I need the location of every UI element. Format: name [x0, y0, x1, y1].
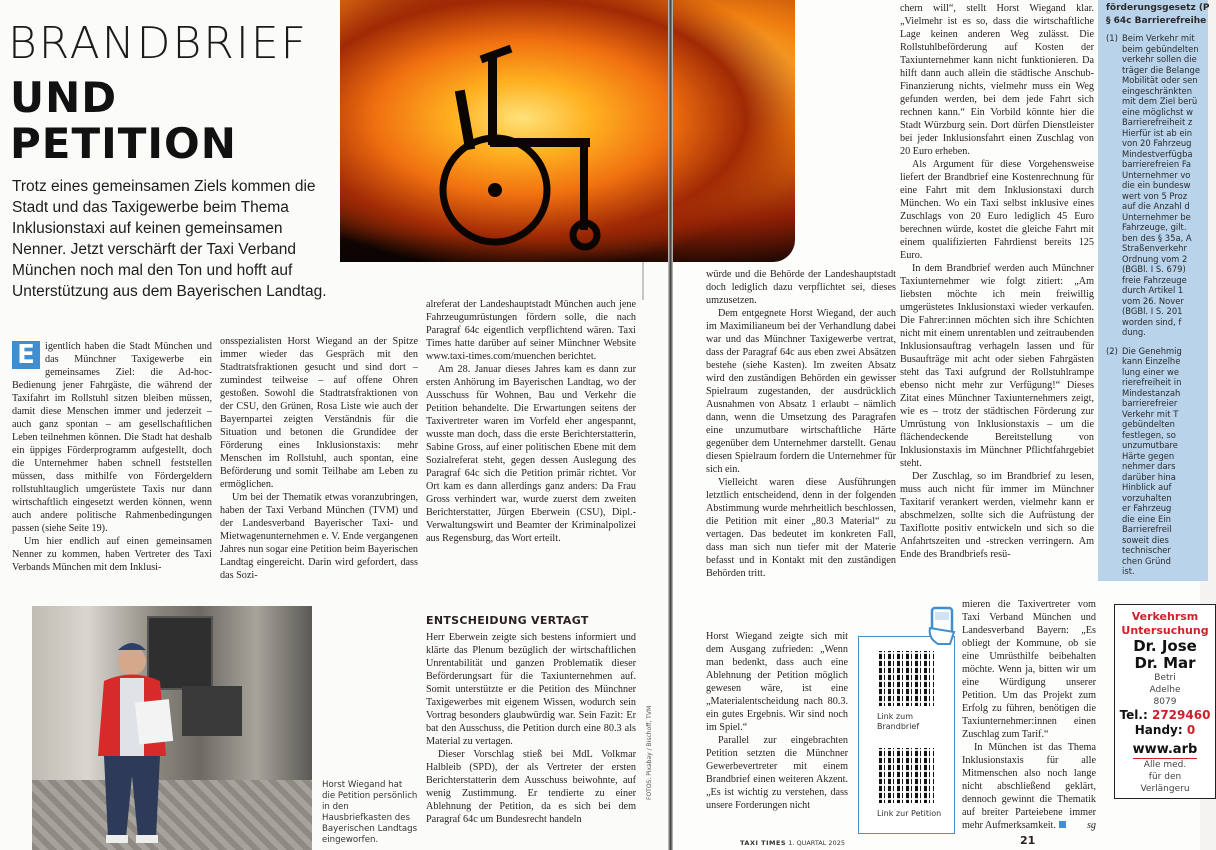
law-text-line: Hierfür ist ab ein: [1122, 127, 1193, 138]
law-text-line: Fahrzeuge, gilt.: [1122, 222, 1187, 232]
article-column-3: [426, 298, 636, 545]
law-text-line: Barrierefreiheit z: [1122, 117, 1193, 127]
ad-phone-number: 2729460: [1151, 708, 1211, 722]
law-text-line: die ein bundesw: [1122, 180, 1191, 190]
photo-credit: FOTOS: Pixabay / Bischoff, TVM: [646, 705, 653, 800]
wheelchair-silhouette-icon: [400, 30, 620, 250]
law-text-line: Straßenverkehr: [1122, 243, 1187, 253]
law-text-line: Hinblick auf: [1122, 482, 1172, 492]
law-text-line: die eine Ein: [1122, 513, 1171, 524]
ad-phone-label: Tel.:: [1119, 708, 1148, 722]
law-text-line: von 20 Fahrzeug: [1122, 138, 1192, 148]
law-text-line: Mindestverfügba: [1122, 148, 1193, 159]
law-paragraph-number: (1): [1106, 33, 1118, 43]
paragraph: igentlich haben die Stadt München und das Münchner Taxigewerbe ein gemeinsames Ziel: die Ad-hoc-Bedienung jener Fahrgäste, die während der Taxifahrt im Rollstuhl sitzen bleiben müssen, damit diese Menschen immer und jederzeit – auch ganz spontan – am gesellschaftlichen Leben teilnehmen können. Die Stadt hat deshalb ein üppiges Förderprogramm aufgestellt, doch die Unternehmer haben schnell feststellen müssen, dass mithilfe von Fördergeldern rollstuhltauglich umgerüstete Taxis nur dann wirtschaftlich eingesetzt werden können, wenn auch andere politische Rahmenbedingungen passen (siehe Seite 19).: [12, 341, 212, 534]
qr-code-box: [858, 636, 955, 834]
qr-code-petition[interactable]: [879, 748, 934, 803]
article-column-5b: [962, 598, 1096, 832]
ad-line: Untersuchung: [1121, 624, 1209, 637]
ad-address: Betri: [1154, 673, 1176, 683]
law-text-line: Ordnung vom 2: [1122, 253, 1188, 264]
law-text-line: kann Einzelhe: [1122, 356, 1181, 366]
ad-mobile: [1115, 723, 1215, 738]
article-column-4b: [706, 630, 848, 812]
end-mark-icon: [1059, 821, 1066, 828]
law-box-header: förderungsgesetz (P: [1106, 3, 1210, 13]
law-text-line: wert von 5 Proz: [1122, 190, 1188, 201]
law-text-line: [1098, 33, 1208, 44]
law-paragraph-number: (2): [1106, 345, 1118, 356]
article-column-3b: [426, 614, 636, 826]
magazine-logo: TAXI TIMES: [740, 839, 787, 847]
paragraph: mieren die Taxivertreter vom Taxi Verband München und Landesverband Bayern: „Es obliegt der Kommune, ob sie eine Umrüsthilfe beibehalten möchte. Wenn ja, bitten wir um eine Würdigung unserer Petition. Um das Projekt zum Erfolg zu führen, benötigen die Taxiunternehmer:innen einen Zuschlag zum Tarif.“: [962, 599, 1096, 740]
title-line-1: BRANDBRIEF: [8, 18, 308, 69]
law-text: Beim Verkehr mit: [1122, 33, 1195, 43]
smartphone-hand-icon: [928, 606, 958, 646]
paragraph: Als Argument für diese Vorgehensweise liefert der Brandbrief eine Kostenrechnung für eine Fahrt mit dem Inklusionstaxi durch München. Wo ein Taxi selbst inklusive eines Zuschlags von 20 Euro lediglich 45 Euro berechnen würde, kostet die gleiche Fahrt mit einem qualifizierten Fahrdienst bereits 125 Euro.: [900, 159, 1094, 261]
ad-phone: [1115, 708, 1215, 723]
ad-mobile-label: Handy:: [1134, 723, 1183, 737]
law-text-line: (BGBl. I S. 679): [1122, 264, 1186, 274]
ad-footnote: für den: [1148, 772, 1182, 782]
page-number: 21: [1020, 834, 1036, 847]
drop-cap: E: [12, 341, 40, 369]
law-text-line: vorzuhalten: [1122, 492, 1172, 503]
ad-footnote: Alle med.: [1143, 760, 1187, 770]
law-box-section: § 64c Barrierefreihe: [1106, 16, 1207, 26]
law-text-line: barrierefreien Fa: [1122, 159, 1192, 169]
article-column-2: [220, 335, 418, 582]
advertisement[interactable]: [1114, 604, 1216, 799]
law-text-line: mit dem Ziel berü: [1122, 96, 1198, 106]
law-text-line: ist.: [1122, 566, 1135, 576]
law-text-line: Härte gegen: [1122, 450, 1175, 461]
law-text-line: auf die Anzahl d: [1122, 201, 1190, 211]
law-text-line: dung.: [1122, 327, 1146, 337]
law-text-line: [1098, 346, 1208, 357]
law-text-line: freie Fahrzeuge: [1122, 274, 1187, 285]
ad-footnote: Verlängeru: [1140, 784, 1190, 794]
law-text-line: beim gebündelten: [1122, 43, 1199, 54]
law-text-line: eine möglichst w: [1122, 106, 1193, 117]
person-figure: [32, 606, 312, 850]
law-paragraph-2: [1098, 346, 1208, 577]
law-text-line: Unternehmer vo: [1122, 169, 1191, 180]
paragraph: Der Zuschlag, so im Brandbrief zu lesen, muss auch nicht für immer im Münchner Taxitarif verankert werden, vielmehr kann er abschmelzen, sollte sich die Aufrüstung der Taxiflotte positiv entwickeln und sich so die Anfahrtszeiten und -strecken verringern. Am Ende des Brandbriefs resü-: [900, 471, 1094, 560]
law-text-line: ben des § 35a, A: [1122, 232, 1192, 243]
title-line-3: PETITION: [10, 119, 237, 168]
law-text-box: [1098, 0, 1208, 581]
paragraph: In München ist das Thema Inklusionstaxis für alle Mitmenschen also noch lange nicht abschließend geklärt, dennoch gewinnt die Thematik auf breiter Parteiebene immer mehr Aufmerksamkeit.: [962, 742, 1096, 831]
law-text-line: Barrierefreil: [1122, 524, 1172, 534]
paragraph: chern will“, stellt Horst Wiegand klar. „Vielmehr ist es so, dass die wirtschaftliche Lage keinen anderen Weg zulässt. Die Rollstuhlbeförderung auf Kosten der Taxiunternehmer kann nicht funktionieren. Da hilft dann auch allein die städtische Anschub-Finanzierung nichts, vielmehr muss ein Weg gefunden werden, bei dem jede Fahrt sich rechnen kann.“ Ein Vorbild könnte hier die Stadt Würzburg sein. Dort dürfen Dienstleister bei jeder Inklusionsfahrt einen Zuschlag von 20 Euro erheben.: [900, 3, 1094, 157]
ad-address: Adelhe: [1149, 685, 1181, 695]
law-text-line: Verkehr mit T: [1122, 408, 1179, 419]
law-text-line: darüber hina: [1122, 471, 1176, 482]
paragraph: In dem Brandbrief werden auch Münchner Taxiunternehmer wie folgt zitiert: „Am liebsten möchte ich mein freiwillig umgerüstetes Inklusionstaxi wieder verkaufen. Die Fahrer:innen möchten sich ihre Schichten nicht mit einem unrentablen und zeitraubenden Inklusionsauftrag verhageln lassen und für Busaufträge mit acht oder sieben Fahrgästen steht das Taxi aufgrund der Rollstuhlrampe ebenso nicht mehr zur Verfügung!“ Dieses Zitat eines Münchner Taxiunternehmers zeigt, wie es – trotz der städtischen Förderung zur Umrüstung von Inklusionstaxis – um die flächendeckende Bereitstellung von Inklusionstaxis im Münchner Pflichtfahrgebiet steht.: [900, 263, 1094, 469]
qr-code-brandbrief[interactable]: [879, 651, 934, 706]
law-text-line: vom 26. Nover: [1122, 295, 1184, 306]
law-text-line: technischer: [1122, 545, 1171, 555]
subheading: ENTSCHEIDUNG VERTAGT: [426, 614, 589, 627]
paragraph: Horst Wiegand zeigte sich mit dem Ausgang zufrieden: „Wenn man bedenkt, dass auch eine Ablehnung der Petition möglich gewesen wäre, ist eine „Materialentscheidung nach 80.3. ein gutes Ergebnis. Wir sind noch im Spiel.“: [706, 631, 848, 733]
horst-wiegand-photo: [32, 606, 312, 850]
law-text-line: (BGBl. I S. 201: [1122, 306, 1183, 316]
law-text-line: gebündelten: [1122, 419, 1175, 429]
qr-label-petition: Link zur Petition: [877, 809, 942, 818]
page-footer: [740, 839, 845, 847]
paragraph: Parallel zur eingebrachten Petition setzten die Münchner Gewerbevertreter mit einem Brandbrief einen weiteren Akzent. „Es ist wichtig zu verstehen, dass unsere Forderungen nicht: [706, 735, 848, 811]
issue-label: 1. QUARTAL 2025: [788, 839, 845, 847]
law-text-line: unzumutbare: [1122, 440, 1178, 450]
law-text-line: Unternehmer be: [1122, 211, 1191, 222]
paragraph: Dem entgegnete Horst Wiegand, der auch im Maximilianeum bei der Verhandlung dabei war und das Münchner Taxigewerbe vertrat, dass der Paragraf 64c aus eben zwei Absätzen bestehe (siehe Kasten). Im zweiten Absatz wird den zuständigen Behörden ein gewisser Spielraum zugestanden, der ausdrücklich Ausnahmen von Absatz 1 erlaubt – nämlich dann, wenn die Umsetzung des Paragrafen eine unzumutbare wirtschaftliche Härte gegenüber dem Unternehmer darstellt. Genau diesen Spielraum fordern die Unternehmer für sich ein.: [706, 308, 896, 475]
paragraph: Um hier endlich auf einen gemeinsamen Nenner zu kommen, haben Vertreter des Taxi Verbands München mit dem Inklusi-: [12, 536, 212, 573]
law-text-line: lung einer we: [1122, 366, 1179, 377]
law-paragraph-1: [1098, 33, 1208, 338]
qr-label-brandbrief: Link zum Brandbrief: [877, 712, 920, 731]
paragraph: onsspezialisten Horst Wiegand an der Spitze immer wieder das Gespräch mit den Stadtratsfraktionen gesucht und sind dort – zumindest teilweise – auf offene Ohren gestoßen. Sowohl die Stadtratsfraktionen von der CSU, den Grünen, Rosa Liste wie auch der Bayernpartei zeigten Verständnis für die Situation und betonen die Grundidee der Förderung eines Inklusionstaxis: mehr Menschen im Rollstuhl, auch spontan, eine Beförderung und somit Teilhabe am Leben zu ermöglichen.: [220, 336, 418, 490]
law-text-line: nehmer dars: [1122, 461, 1176, 471]
photo-caption: Horst Wiegand hat die Petition persönlich in den Hausbriefkasten des Bayerischen Landtags eingeworfen.: [322, 780, 418, 845]
article-column-5: [900, 2, 1094, 561]
law-text-line: durch Artikel 1: [1122, 285, 1184, 295]
law-text: Die Genehmig: [1122, 345, 1182, 356]
paragraph: Am 28. Januar dieses Jahres kam es dann zur ersten Anhörung im Bayerischen Landtag, wo der Ausschuss für Wohnen, Bau und Verkehr die Petition behandelte. Die Erwartungen seitens der Taxivertreter waren im Vorfeld eher angespannt, wusste man doch, dass die erste Berichterstatterin, Sabine Gross, auf einer politischen Ebene mit dem Sozialreferat steht, gegen dessen Auslegung des Paragraf 64c sich die Petition primär richtet. Vor Ort kam es dann allerdings ganz anders: Da Frau Gross verhindert war, wurde zuerst dem zweiten Berichterstatter, Jürgen Eberwein (CSU), Dipl.-Verwaltungswirt und Beamter der Kriminalpolizei aus Regensburg, das Wort erteilt.: [426, 364, 636, 544]
law-text-line: er Fahrzeug: [1122, 503, 1172, 513]
law-text-line: rierefreiheit in: [1122, 377, 1182, 387]
paragraph: alreferat der Landeshauptstadt München auch jene Fahrzeugumrüstungen fördern solle, die nach Paragraf 64c eigentlich verpflichtend wären. Taxi Times hatte darüber auf seiner Münchner Website www.taxi-times.com/muenchen berichtet.: [426, 299, 636, 362]
law-text-line: barrierefreier: [1122, 398, 1178, 408]
law-text-line: Mobilität oder sen: [1122, 75, 1198, 85]
ad-website-link[interactable]: www.arb: [1132, 742, 1198, 757]
paragraph: Vielleicht waren diese Ausführungen letztlich entscheidend, denn in der folgenden Abstimmung wurde mehrheitlich beschlossen, die Petition mit einer „80.3 Material“ zu vertagen. Das bedeutet im konkreten Fall, dass man sich nun tiefer mit der Materie befasst und in Kontakt mit den zuständigen Behörden tritt.: [706, 477, 896, 579]
law-text-line: träger die Belange: [1122, 64, 1201, 75]
ad-name: Dr. Jose: [1133, 637, 1197, 655]
author-signature: sg: [1086, 820, 1096, 831]
ad-name: Dr. Mar: [1134, 654, 1196, 672]
law-text-line: chen Gründ: [1122, 555, 1171, 566]
ad-line: Verkehrsm: [1131, 610, 1199, 623]
article-column-4: [706, 268, 896, 580]
law-text-line: soweit dies: [1122, 534, 1169, 545]
ad-mobile-number: 0: [1186, 723, 1196, 737]
article-column-1: [12, 340, 212, 574]
page-gutter: [668, 0, 673, 850]
law-text-line: eingeschränkten: [1122, 85, 1193, 96]
law-text-line: verkehr sollen die: [1122, 54, 1197, 64]
fire-wheelchair-photo: [340, 0, 795, 262]
law-text-line: festlegen, so: [1122, 429, 1176, 440]
paragraph: Herr Eberwein zeigte sich bestens informiert und klärte das Plenum bezüglich der wirtschaftlichen Unrentabilität und ganzen Problematik dieser Beförderungsart für die Taxiunternehmen auf. Somit unterstützte er die Petition des Münchner Taxigewerbes mit eigenem Wissen, wodurch sein Vortrag besonders glaubwürdig war. Sein Fazit: Er bat den Ausschuss, die Petition durch eine 80.3 als Material zu vertagen.: [426, 632, 636, 747]
law-text-line: Mindestanzah: [1122, 387, 1181, 398]
title-line-2: UND: [10, 73, 118, 122]
paragraph: Um bei der Thematik etwas voranzubringen, haben der Taxi Verband München (TVM) und der Landesverband Bayerischer Taxi- und Mietwagenunternehmen e. V. Ende vergangenen Jahres nun sogar eine Petition beim Bayerischen Landtag eingereicht. Darin wird gefordert, dass das Sozi-: [220, 492, 418, 581]
lead-paragraph: Trotz eines gemeinsamen Ziels kommen die Stadt und das Taxigewerbe beim Thema Inklusionstaxi auf keinen gemeinsamen Nenner. Jetzt verschärft der Taxi Verband München noch mal den Ton und hofft auf Unterstützung aus dem Bayerischen Landtag.: [12, 178, 327, 300]
paragraph: Dieser Vorschlag stieß bei MdL Volkmar Halbleib (SPD), der als Vertreter der ersten Berichterstatterin dem Ausschuss beiwohnte, auf wenig Zustimmung. Er tendierte zu einer Ablehnung der Petition, da es sich bei dem Paragraf 64c um Bundesrecht handeln: [426, 749, 636, 825]
paragraph: würde und die Behörde der Landeshauptstadt doch lediglich dazu verpflichtet sei, dieses umzusetzen.: [706, 269, 896, 306]
ad-address: 8079: [1153, 697, 1177, 707]
law-text-line: worden sind, f: [1122, 316, 1182, 327]
